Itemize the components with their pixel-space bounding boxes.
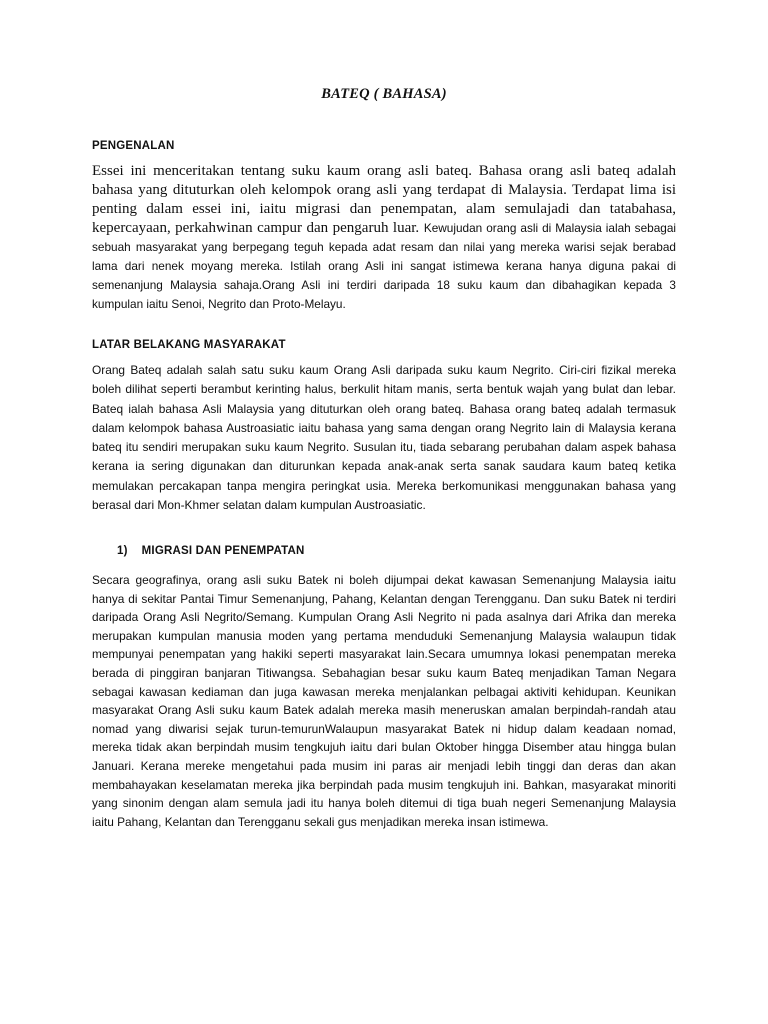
paragraph-pengenalan-sans: Kewujudan orang asli di Malaysia ialah sebagai sebuah masyarakat yang berpegang teguh kepada adat resam dan nilai yang mereka warisi sejak berabad lama dari nenek moyang mereka. Istilah orang Asli ini sangat istimewa kerana hanya diguna pakai di semenanjung Malaysia sahaja.Orang Asli ini terdiri daripada 18 suku kaum dan dibahagikan kepada 3 kumpulan iaitu Senoi, Negrito dan Proto-Melayu. xyxy=(92,221,676,311)
section-heading-latar-belakang: LATAR BELAKANG MASYARAKAT xyxy=(92,339,286,351)
document-title: BATEQ ( BAHASA) xyxy=(321,86,447,102)
section-heading-pengenalan: PENGENALAN xyxy=(92,140,175,152)
section-heading-migrasi xyxy=(117,545,305,557)
section-number: 1) xyxy=(117,545,128,557)
section-heading-migrasi-label: MIGRASI DAN PENEMPATAN xyxy=(141,545,305,557)
paragraph-migrasi: Secara geografinya, orang asli suku Batek ni boleh dijumpai dekat kawasan Semenanjung Malaysia iaitu hanya di sekitar Pantai Timur Semenanjung, Pahang, Kelantan dengan Terengganu. Dan suku Batek ni terdiri daripada Orang Asli Negrito/Semang. Kumpulan Orang Asli Negrito ni pada asalnya dari Afrika dan mereka merupakan kumpulan manusia moden yang pertama menduduki Semenanjung Malaysia walaupun tidak mempunyai penempatan yang hakiki seperti masyarakat lain.Secara umumnya lokasi penempatan mereka berada di pinggiran banjaran Titiwangsa. Sebahagian besar suku kaum Bateq menjadikan Taman Negara sebagai kawasan kediaman dan juga kawasan mereka menjalankan pelbagai aktiviti kehidupan. Keunikan masyarakat Orang Asli suku kaum Batek adalah mereka masih meneruskan amalan berpindah-randah atau nomad yang diwarisi sejak turun-temurunWalaupun masyarakat Batek ni hidup dalam keadaan nomad, mereka tidak akan berpindah musim tengkujuh iaitu dari bulan Oktober hingga Disember atau hingga bulan Januari. Kerana mereke mengetahui pada musim ini paras air menjadi lebih tinggi dan deras dan akan membahayakan keselamatan mereka jika berpindah pada musim tengkujuh ini. Bahkan, masyarakat minoriti yang sinonim dengan alam semula jadi itu hanya boleh ditemui di tiga buah negeri Semenanjung Malaysia iaitu Pahang, Kelantan dan Terengganu sekali gus menjadikan mereka insan istimewa. xyxy=(92,573,676,829)
paragraph-pengenalan xyxy=(92,162,676,314)
paragraph-latar-belakang: Orang Bateq adalah salah satu suku kaum Orang Asli daripada suku kaum Negrito. Ciri-ciri fizikal mereka boleh dilihat seperti berambut kerinting halus, berkulit hitam manis, serta bentuk wajah yang bulat dan lebar. Bateq ialah bahasa Asli Malaysia yang dituturkan oleh orang bateq. Bahasa orang bateq adalah termasuk dalam kelompok bahasa Austroasiatic iaitu bahasa yang sama dengan orang Negrito lain di Malaysia kerana bateq itu sendiri merupakan suku kaum Negrito. Susulan itu, tiada sebarang perubahan dalam aspek bahasa kerana ia sering digunakan dan diturunkan kepada anak-anak serta sanak saudara kaum bateq ketika memulakan percakapan tanpa mengira peringkat usia. Mereka berkomunikasi menggunakan bahasa yang berasal dari Mon-Khmer selatan dalam kumpulan Austroasiatic. xyxy=(92,363,676,513)
paragraph-pengenalan-serif: Essei ini menceritakan tentang suku kaum orang asli bateq. Bahasa orang asli bateq adalah bahasa yang dituturkan oleh kelompok orang asli yang terdapat di Malaysia. Terdapat lima isi penting dalam essei ini, iaitu migrasi dan penempatan, alam semulajadi dan tatabahasa, kepercayaan, perkahwinan campur dan pengaruh luar. xyxy=(92,163,676,236)
